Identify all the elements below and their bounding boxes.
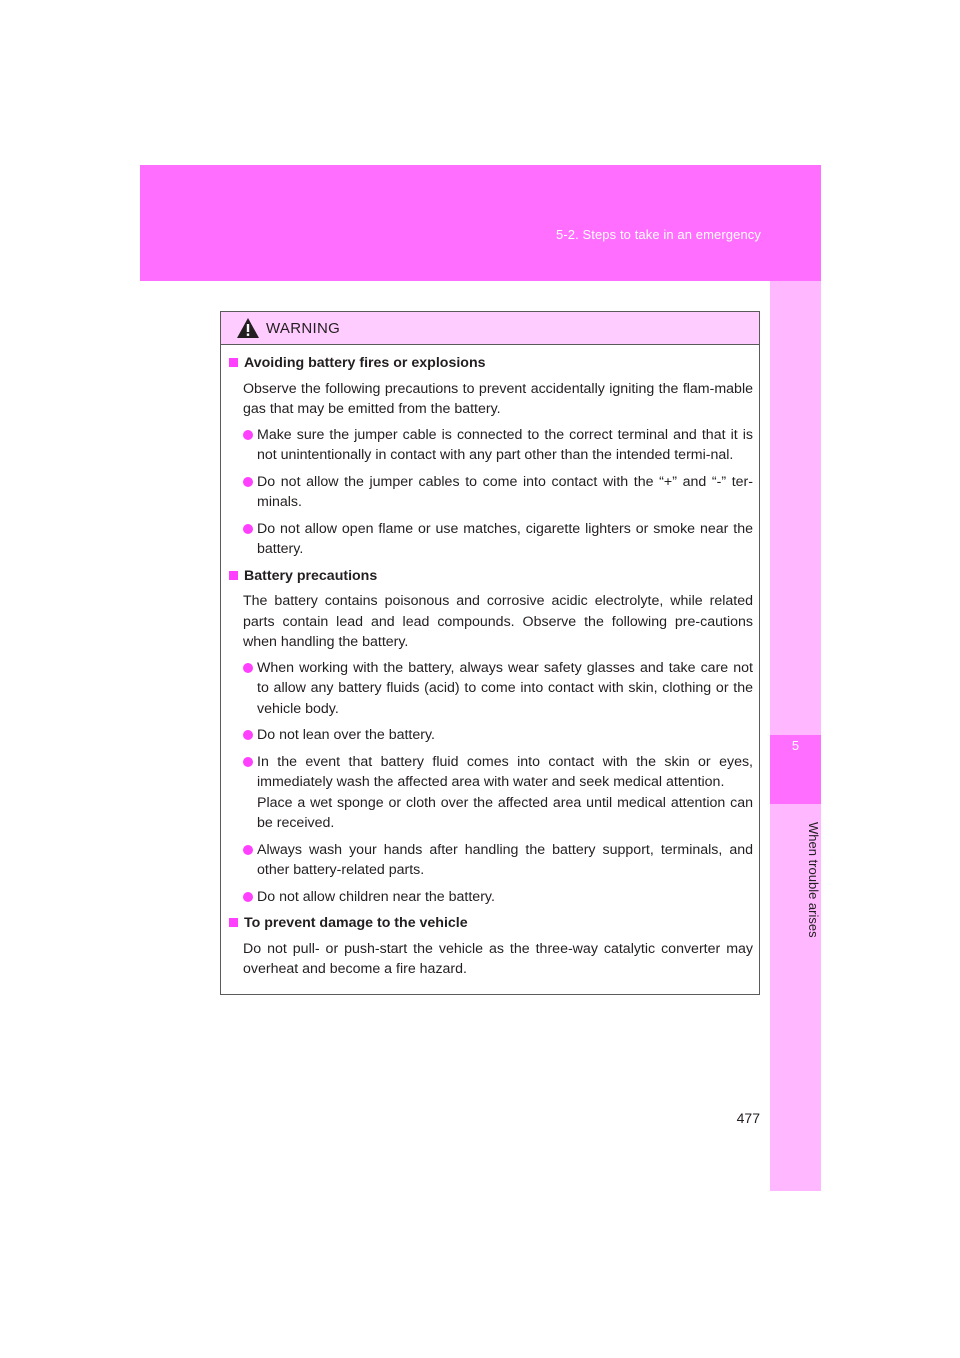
circle-bullet-icon xyxy=(243,663,253,673)
warning-box xyxy=(220,311,760,995)
square-bullet-icon xyxy=(229,571,238,580)
warning-title: WARNING xyxy=(266,319,341,337)
circle-bullet-icon xyxy=(243,730,253,740)
header-band xyxy=(140,165,821,281)
list-item: Make sure the jumper cable is connected to the correct terminal and that it is not unintentionally in contact with any part other than the intended termi-nal. xyxy=(243,425,753,466)
circle-bullet-icon xyxy=(243,845,253,855)
section-title: 5-2. Steps to take in an emergency xyxy=(555,227,761,242)
section-heading: Battery precautions xyxy=(229,566,753,587)
circle-bullet-icon xyxy=(243,430,253,440)
circle-bullet-icon xyxy=(243,477,253,487)
section-intro: The battery contains poisonous and corrosive acidic electrolyte, while related parts contain lead and lead compounds. Observe the following pre-cautions when handling the battery. xyxy=(243,593,753,650)
list-item: Do not allow open flame or use matches, cigarette lighters or smoke near the battery. xyxy=(243,519,753,560)
circle-bullet-icon xyxy=(243,524,253,534)
section-intro: Observe the following precautions to prevent accidentally igniting the flam-mable gas that may be emitted from the battery. xyxy=(243,380,753,417)
chapter-tab[interactable] xyxy=(770,735,821,804)
section-heading: To prevent damage to the vehicle xyxy=(229,913,753,934)
square-bullet-icon xyxy=(229,918,238,927)
list-item: Do not allow the jumper cables to come into contact with the “+” and “-” ter-minals. xyxy=(243,472,753,513)
warning-header xyxy=(221,312,759,345)
list-item: When working with the battery, always wear safety glasses and take care not to allow any battery fluids (acid) to come into contact with skin, clothing or the vehicle body. xyxy=(243,658,753,720)
chapter-label: When trouble arises xyxy=(806,822,821,938)
section-heading: Avoiding battery fires or explosions xyxy=(229,353,753,374)
list-item: Always wash your hands after handling the battery support, terminals, and other battery-related parts. xyxy=(243,840,753,881)
circle-bullet-icon xyxy=(243,757,253,767)
warning-body xyxy=(221,345,759,980)
warning-triangle-icon xyxy=(236,317,260,339)
circle-bullet-icon xyxy=(243,892,253,902)
page-number: 477 xyxy=(736,1110,760,1126)
list-item: Do not lean over the battery. xyxy=(243,725,753,746)
square-bullet-icon xyxy=(229,358,238,367)
list-item: Do not allow children near the battery. xyxy=(243,887,753,908)
section-intro: Do not pull- or push-start the vehicle as the three-way catalytic converter may overheat and become a fire hazard. xyxy=(243,940,753,977)
list-item: In the event that battery fluid comes into contact with the skin or eyes, immediately wash the affected area with water and seek medical attention. Place a wet sponge or cloth over the affected area until medical attention can be received. xyxy=(243,752,753,834)
chapter-number: 5 xyxy=(791,738,800,753)
